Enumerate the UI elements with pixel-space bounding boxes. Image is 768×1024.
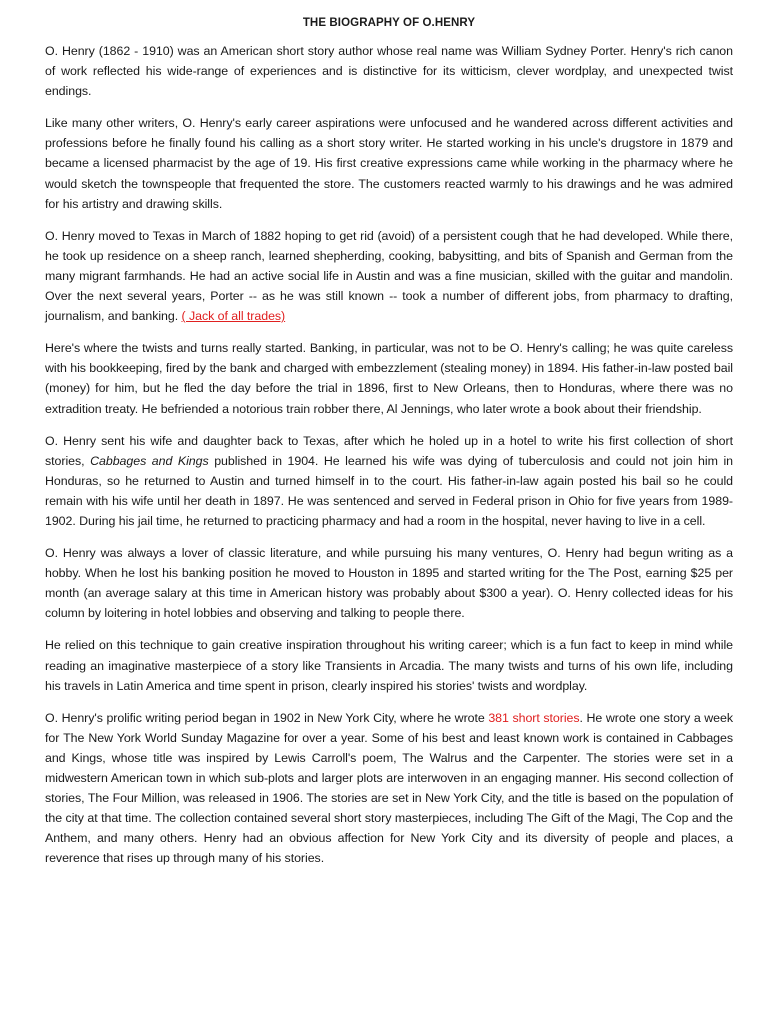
cabbages-and-kings-title: Cabbages and Kings [90,453,209,468]
paragraph-texas [45,226,733,326]
paragraph-houston: O. Henry was always a lover of classic literature, and while pursuing his many ventures, O. Henry had begun writing as a hobby. When he lost his banking position he moved to Houston in 1895 and started writing for the The Post, earning $25 per month (an average salary at this time in American history was probably about $300 a year). O. Henry collected ideas for his column by loitering in hotel lobbies and observing and talking to people there. [45,546,733,621]
paragraph-early-career: Like many other writers, O. Henry's early career aspirations were unfocused and he wandered across different activities and professions before he finally found his calling as a short story writer. He started working in his uncle's drugstore in 1879 and became a licensed pharmacist by the age of 19. His first creative expressions came while working in the pharmacy where he would sketch the townspeople that frequented the store. The customers reacted warmly to his drawings and he was admired for his artistry and drawing skills. [45,116,733,211]
paragraph-new-york-text-1: O. Henry's prolific writing period began in 1902 in New York City, where he wrote [45,710,489,725]
document-title: THE BIOGRAPHY OF O.HENRY [302,17,476,29]
paragraph-inspiration: He relied on this technique to gain creative inspiration throughout his writing career; which is a fun fact to keep in mind while reading an imaginative masterpiece of a story like Transients in Arcadia. The many twists and turns of his own life, including his travels in Latin America and time spent in prison, clearly inspired his stories' twists and wordplay. [45,638,733,693]
paragraph-intro: O. Henry (1862 - 1910) was an American short story author whose real name was William Sydney Porter. Henry's rich canon of work reflected his wide-range of experiences and is distinctive for its witticism, clever wordplay, and unexpected twist endings. [45,44,733,99]
paragraph-honduras [45,431,733,531]
paragraph-texas-text: O. Henry moved to Texas in March of 1882 hoping to get rid (avoid) of a persistent cough that he had developed. While there, he took up residence on a sheep ranch, learned shepherding, cooking, babysitting, and bits of Spanish and German from the many migrant farmhands. He had an active social life in Austin and was a fine musician, skilled with the guitar and mandolin. Over the next several years, Porter -- as he was still known -- took a number of different jobs, from pharmacy to drafting, journalism, and banking. [45,228,733,324]
paragraph-honduras-text-2: published in 1904. He learned his wife was dying of tuberculosis and could not join him in Honduras, so he returned to Austin and turned himself in to the court. His father-in-law again posted his bail so he could remain with his wife until her death in 1897. He was sentenced and served in Federal prison in Ohio for five years from 1989-1902. During his jail time, he returned to practicing pharmacy and had a room in the hospital, never having to live in a cell. [45,453,733,528]
jack-of-all-trades-link[interactable]: ( Jack of all trades) [181,309,286,324]
paragraph-honduras-text-1: O. Henry sent his wife and daughter back to Texas, after which he holed up in a hotel to write his first collection of short stories, [45,433,733,468]
paragraph-banking: Here's where the twists and turns really started. Banking, in particular, was not to be O. Henry's calling; he was quite careless with his bookkeeping, fired by the bank and charged with embezzlement (stealing money) in 1894. His father-in-law posted bail (money) for him, but he fled the day before the trial in 1896, first to New Orleans, then to Honduras, where there was no extradition treaty. He befriended a notorious train robber there, Al Jennings, who later wrote a book about their friendship. [45,341,734,416]
short-stories-highlight: 381 short stories [488,710,580,725]
paragraph-new-york [45,708,733,869]
paragraph-new-york-text-2: . He wrote one story a week for The New York World Sunday Magazine for over a year. Some of his best and least known work is contained in Cabbages and Kings, whose title was inspired by Lewis Carroll's poem, The Walrus and the Carpenter. The stories were set in a midwestern American town in which sub-plots and larger plots are interwoven in an engaging manner. His second collection of stories, The Four Million, was released in 1906. The stories are set in New York City, and the title is based on the population of the city at that time. The collection contained several short story masterpieces, including The Gift of the Magi, The Cop and the Anthem, and many others. Henry had an obvious affection for New York City and its diversity of people and places, a reverence that rises up through many of his stories. [45,710,734,866]
